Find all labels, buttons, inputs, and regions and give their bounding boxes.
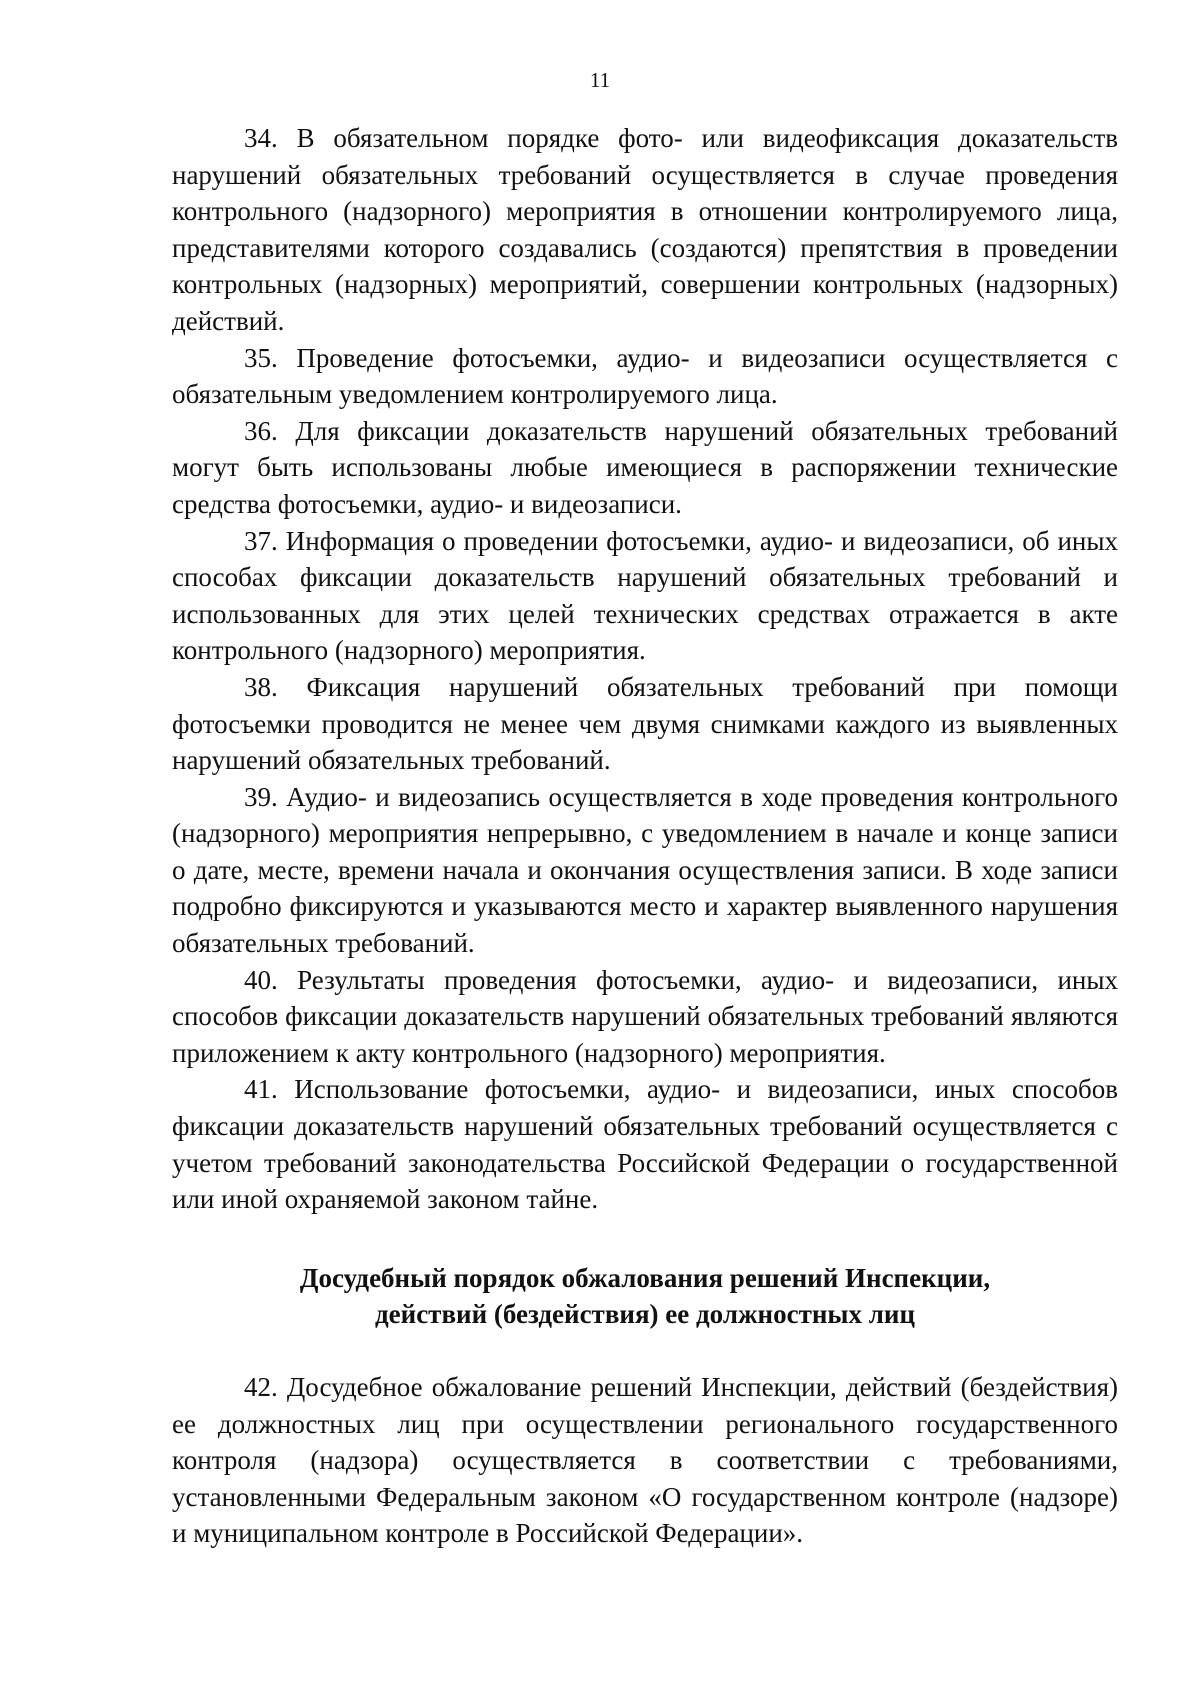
paragraph-38: 38. Фиксация нарушений обязательных требований при помощи фотосъемки проводится не менее чем двумя снимками каждого из выявленных нарушений обязательных требований. (172, 671, 1118, 776)
paragraph-40: 40. Результаты проведения фотосъемки, аудио- и видеозаписи, иных способов фиксации доказательств нарушений обязательных требований являются приложением к акту контрольного (надзорного) мероприятия. (172, 964, 1118, 1068)
paragraph-34: 34. В обязательном порядке фото- или видеофиксация доказательств нарушений обязательных требований осуществляется в случае проведения контрольного (надзорного) мероприятия в отношении контролируемого лица, представителями которого создавались (создаются) препятствия в проведении контрольных (надзорных) мероприятий, совершении контрольных (надзорных) действий. (172, 123, 1118, 336)
paragraph-36: 36. Для фиксации доказательств нарушений обязательных требований могут быть использованы любые имеющиеся в распоряжении технические средства фотосъемки, аудио- и видеозаписи. (172, 415, 1118, 519)
paragraph-41: 41. Использование фотосъемки, аудио- и видеозаписи, иных способов фиксации доказательств нарушений обязательных требований осуществляется с учетом требований законодательства Российской Федерации о государственной или иной охраняемой законом тайне. (172, 1074, 1118, 1215)
section-heading-line-2: действий (бездействия) ее должностных лиц (375, 1299, 915, 1330)
page-number: 11 (589, 68, 611, 92)
paragraph-35: 35. Проведение фотосъемки, аудио- и видеозаписи осуществляется с обязательным уведомлением контролируемого лица. (172, 342, 1118, 410)
document-body (172, 120, 1118, 1552)
paragraph-42: 42. Досудебное обжалование решений Инспекции, действий (бездействия) ее должностных лиц при осуществлении регионального государственного контроля (надзора) осуществляется в соответствии с требованиями, установленными Федеральным законом «О государственном контроле (надзоре) и муниципальном контроле в Российской Федерации». (172, 1372, 1118, 1549)
section-heading-line-1: Досудебный порядок обжалования решений Инспекции, (299, 1262, 991, 1293)
section-heading (172, 1242, 1118, 1333)
paragraph-37: 37. Информация о проведении фотосъемки, аудио- и видеозаписи, об иных способах фиксации доказательств нарушений обязательных требований и использованных для этих целей технических средствах отражается в акте контрольного (надзорного) мероприятия. (172, 525, 1118, 666)
paragraph-39: 39. Аудио- и видеозапись осуществляется в ходе проведения контрольного (надзорного) мероприятия непрерывно, с уведомлением в начале и конце записи о дате, месте, времени начала и окончания осуществления записи. В ходе записи подробно фиксируются и указываются место и характер выявленного нарушения обязательных требований. (172, 781, 1118, 959)
